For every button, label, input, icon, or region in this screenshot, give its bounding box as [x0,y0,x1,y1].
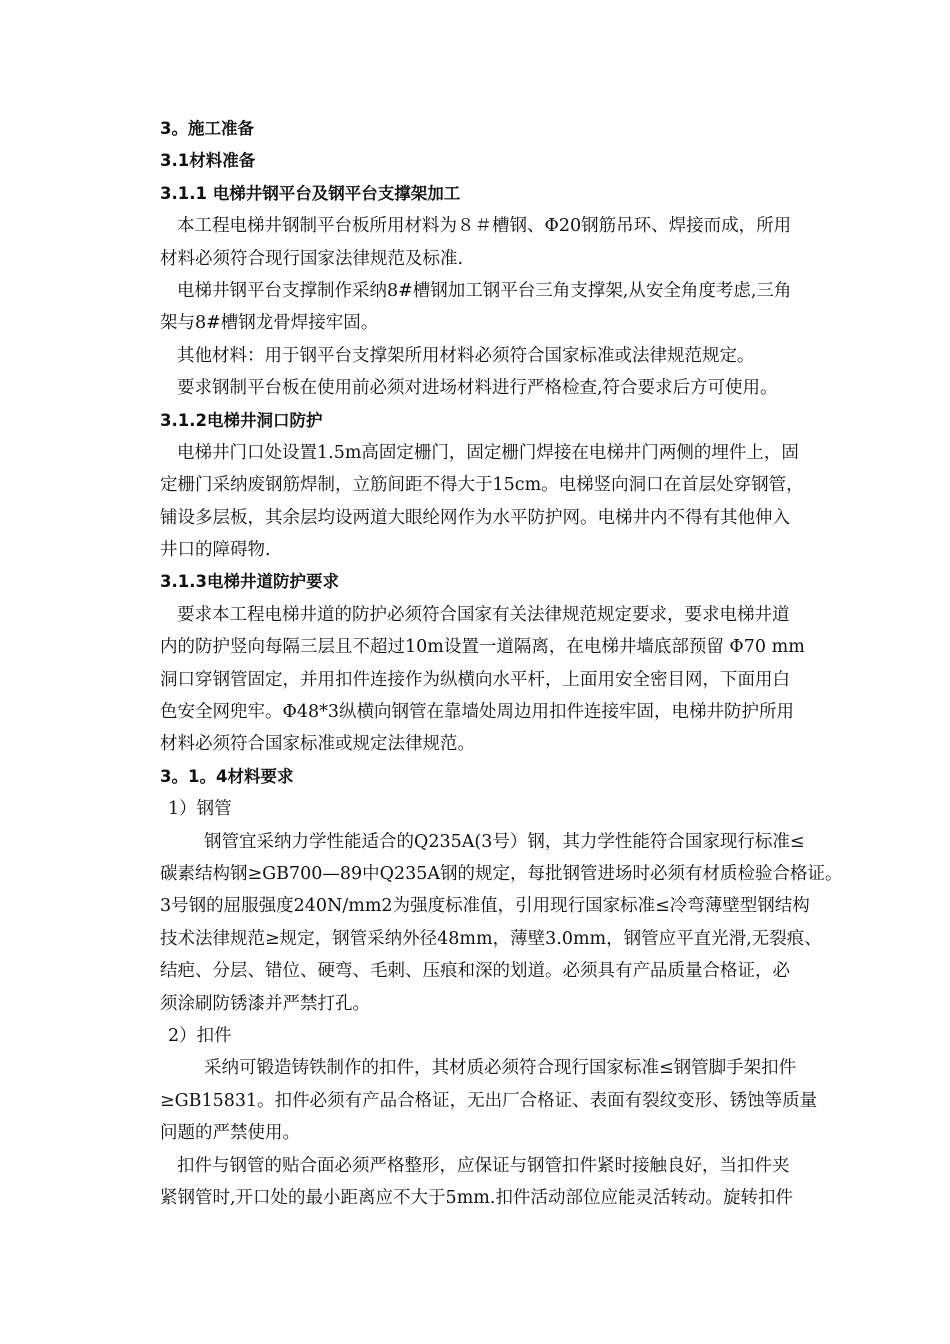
section-heading: 3.1.3电梯井道防护要求 [160,572,339,592]
paragraph-line: 1）钢管 [168,799,232,820]
paragraph-line: 2）扣件 [168,1025,232,1046]
paragraph-line: 本工程电梯井钢制平台板所用材料为８＃槽钢、Φ20钢筋吊环、焊接而成，所用 [177,216,792,237]
section-heading: 3.1.2电梯井洞口防护 [160,410,323,430]
paragraph-line: 采纳可锻造铸铁制作的扣件，其材质必须符合现行国家标准≤钢管脚手架扣件 [204,1058,797,1079]
document-body [160,113,860,1214]
paragraph-line: 材料必须符合现行国家法律规范及标准. [160,248,464,269]
section-heading: 3。施工准备 [160,119,254,138]
paragraph-line: 3号钢的屈服强度240N/mm2为强度标准值，引用现行国家标准≤冷弯薄壁型钢结构 [160,896,810,917]
paragraph-line: 碳素结构钢≥GB700—89中Q235A钢的规定，每批钢管进场时必须有材质检验合格证。 [160,863,843,884]
paragraph-line: 色安全网兜牢。Φ48*3纵横向钢管在靠墙处周边用扣件连接牢固，电梯井防护所用 [160,702,794,723]
paragraph-line: 井口的障碍物. [160,540,271,561]
paragraph-line: 定栅门采纳废钢筋焊制，立筋间距不得大于15cm。电梯竖向洞口在首层处穿钢管， [160,475,804,496]
paragraph-line: 结疤、分层、错位、硬弯、毛刺、压痕和深的划道。必须具有产品质量合格证，必 [160,961,790,982]
paragraph-line: 要求本工程电梯井道的防护必须符合国家有关法律规范规定要求，要求电梯井道 [177,604,790,625]
paragraph-line: 其他材料：用于钢平台支撑架所用材料必须符合国家标准或法律规范规定。 [177,345,755,366]
section-heading: 3。1。4材料要求 [160,766,294,786]
section-heading: 3.1.1 电梯井钢平台及钢平台支撑架加工 [160,183,461,203]
paragraph-line: 铺设多层板，其余层均设两道大眼纶网作为水平防护网。电梯井内不得有其他伸入 [160,507,790,528]
paragraph-line: 材料必须符合国家标准或规定法律规范。 [160,734,475,755]
paragraph-line: 要求钢制平台板在使用前必须对进场材料进行严格检查,符合要求后方可使用。 [177,378,778,399]
paragraph-line: 洞口穿钢管固定，并用扣件连接作为纵横向水平杆，上面用安全密目网，下面用白 [160,669,790,690]
section-heading: 3.1材料准备 [160,151,256,171]
paragraph-line: ≥GB15831。扣件必须有产品合格证，无出厂合格证、表面有裂纹变形、锈蚀等质量 [160,1090,818,1111]
paragraph-line: 电梯井钢平台支撑制作采纳8#槽钢加工钢平台三角支撑架,从安全角度考虑,三角 [177,280,792,301]
paragraph-line: 技术法律规范≥规定，钢管采纳外径48mm，薄壁3.0mm，钢管应平直光滑,无裂痕、 [160,928,822,949]
paragraph-line: 问题的严禁使用。 [160,1123,300,1144]
paragraph-line: 扣件与钢管的贴合面必须严格整形，应保证与钢管扣件紧时接触良好，当扣件夹 [177,1155,790,1176]
paragraph-line: 电梯井门口处设置1.5m高固定栅门，固定栅门焊接在电梯井门两侧的埋件上，固 [177,442,799,463]
paragraph-line: 须涂刷防锈漆并严禁打孔。 [160,993,370,1014]
paragraph-line: 架与8#槽钢龙骨焊接牢固。 [160,313,379,334]
paragraph-line: 紧钢管时,开口处的最小距离应不大于5mm.扣件活动部位应能灵活转动。旋转扣件 [160,1187,793,1208]
paragraph-line: 钢管宜采纳力学性能适合的Q235A(3号）钢，其力学性能符合国家现行标准≤ [204,831,805,852]
paragraph-line: 内的防护竖向每隔三层且不超过10m设置一道隔离，在电梯井墙底部预留 Φ70 mm [160,637,805,658]
